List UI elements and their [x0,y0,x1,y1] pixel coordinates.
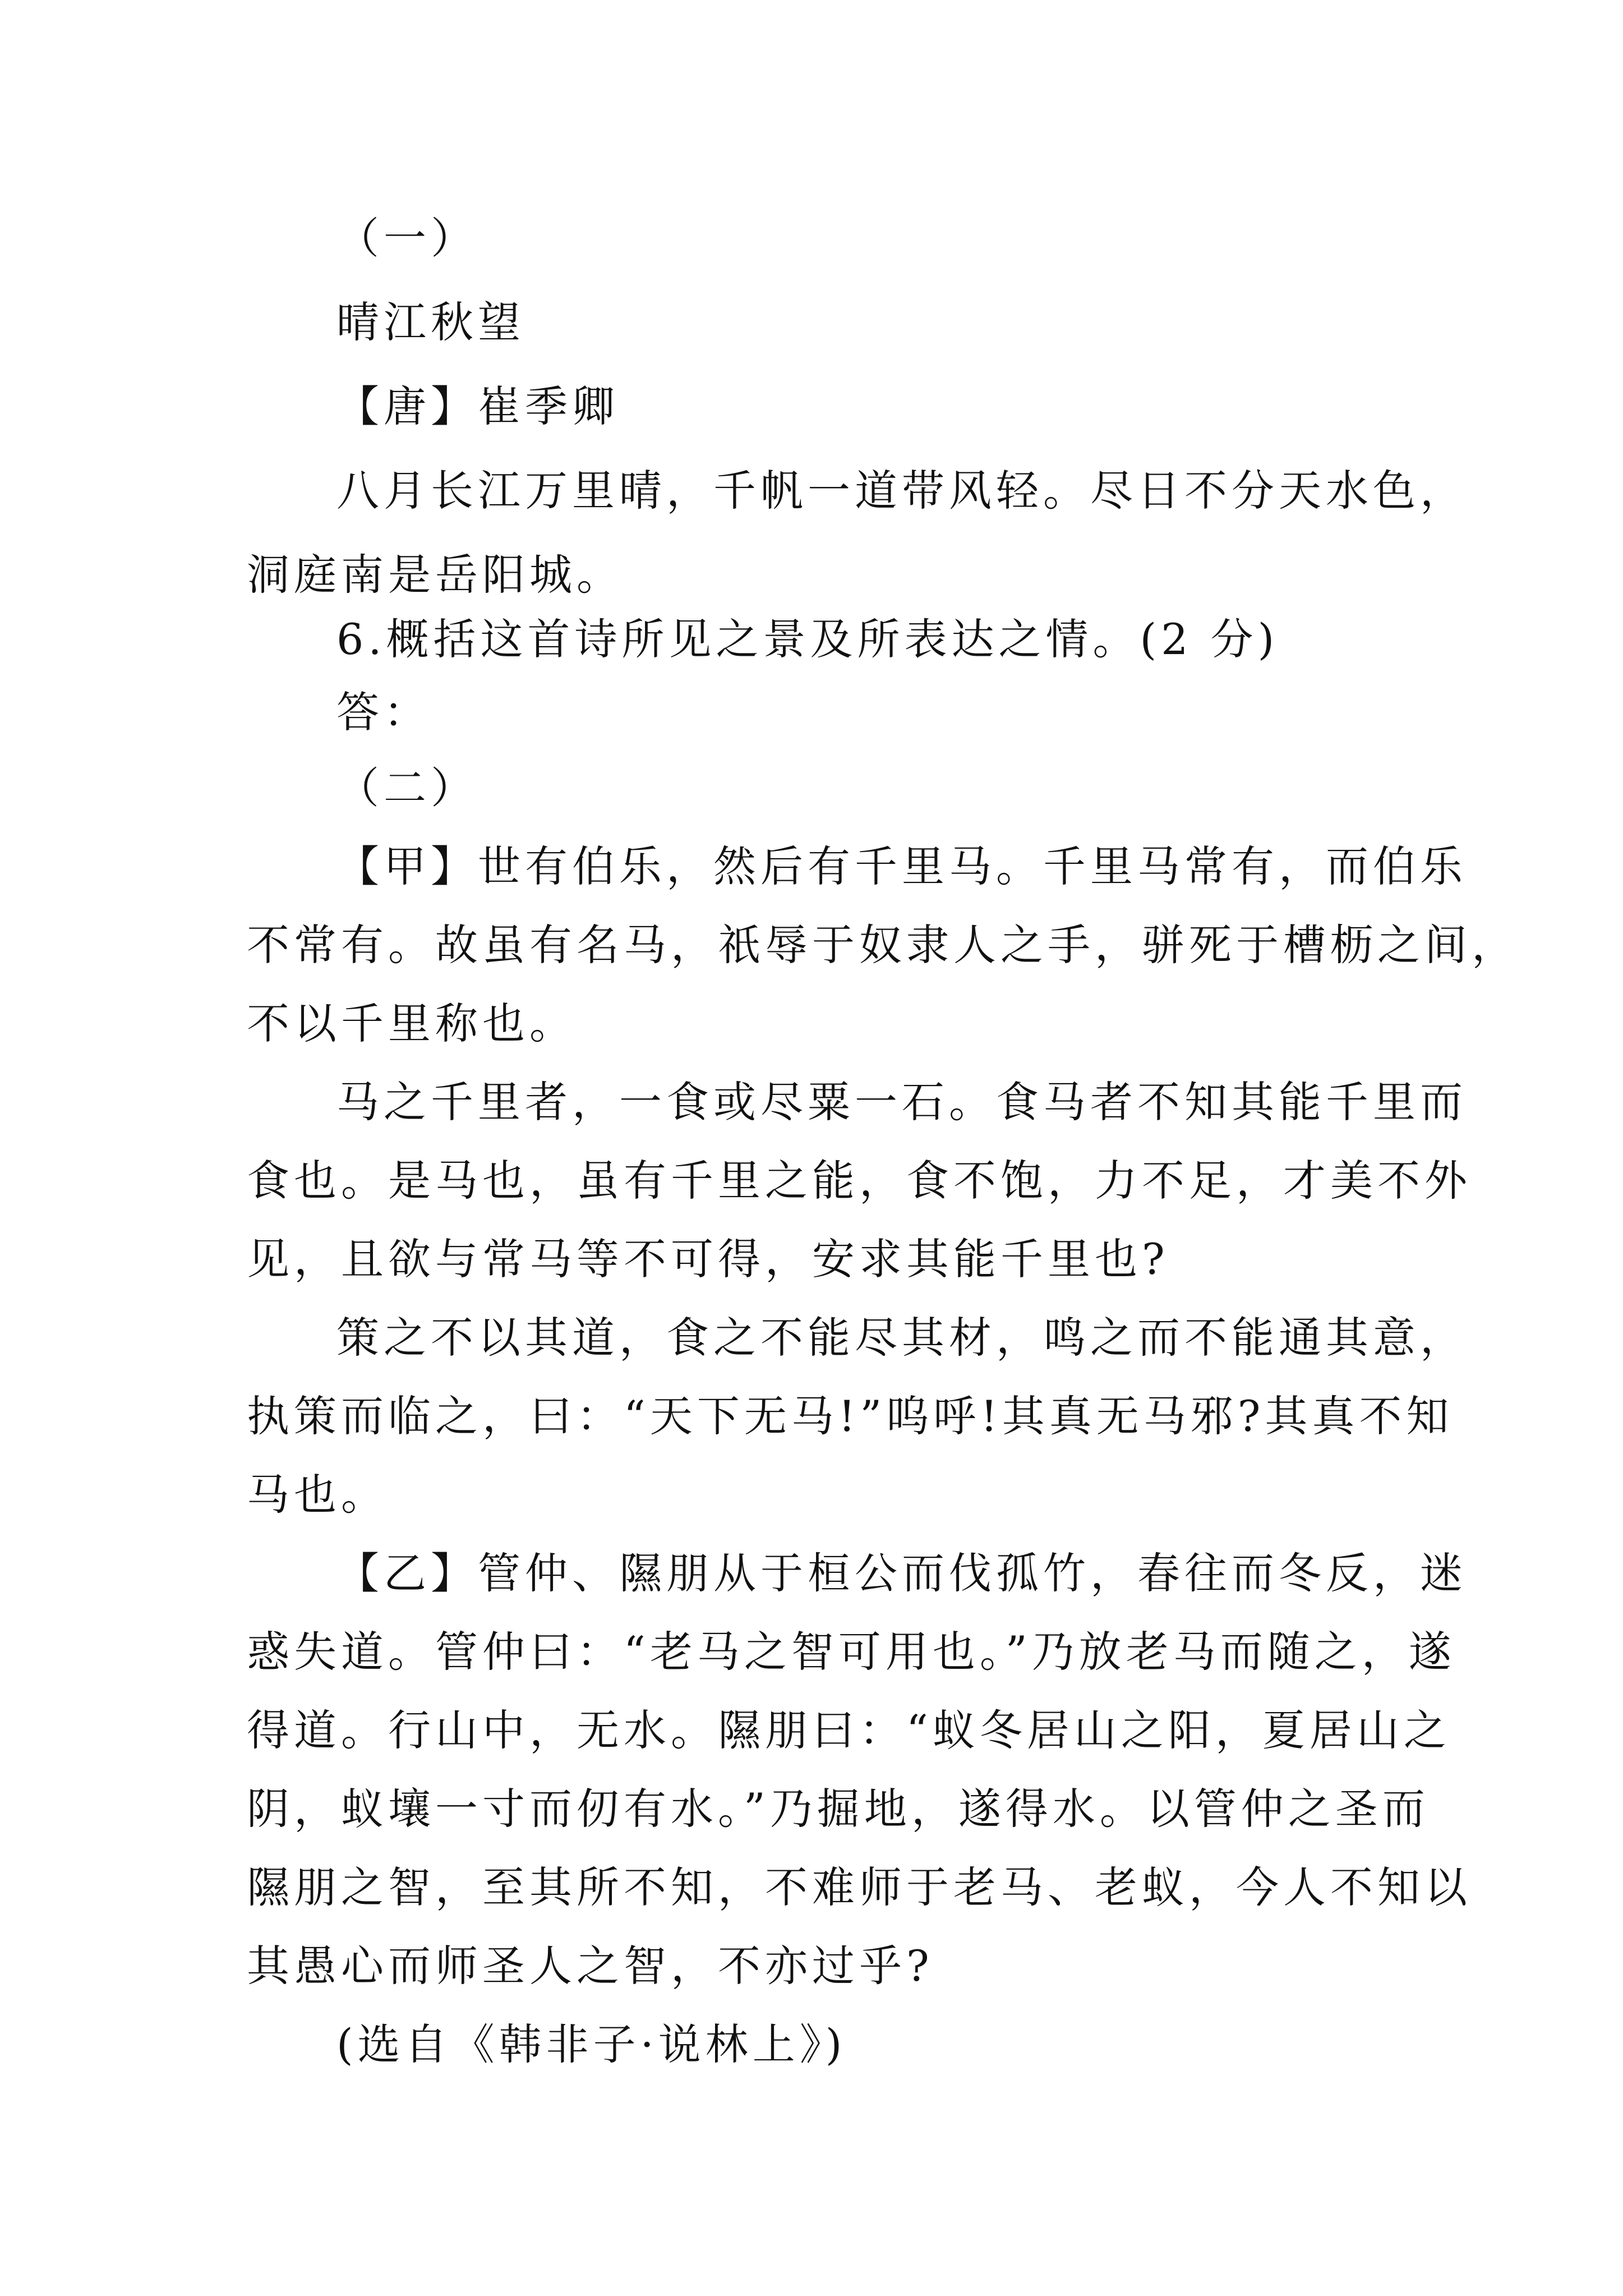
poem-line-1: 八月长江万里晴，千帆一道带风轻。尽日不分天水色， [336,466,1467,516]
jia-p1-line-3: 不以千里称也。 [247,999,577,1048]
yi-p1-line-6: 其愚心而师圣人之智，不亦过乎? [247,1941,934,1991]
question-6: 6.概括这首诗所见之景及所表达之情。(2 分) [336,614,1279,664]
jia-p2-line-3: 见，且欲与常马等不可得，安求其能千里也? [247,1234,1169,1284]
section-heading-one: （一） [336,213,478,263]
yi-p1-line-1: 【乙】管仲、隰朋从于桓公而伐孤竹，春往而冬反，迷 [336,1548,1467,1598]
section-heading-two: （二） [336,763,478,813]
answer-label: 答： [336,687,431,737]
poem-line-2: 洞庭南是岳阳城。 [247,550,624,600]
poem-author: 【唐】崔季卿 [336,381,619,431]
jia-p2-line-2: 食也。是马也，虽有千里之能，食不饱，力不足，才美不外 [247,1156,1472,1205]
yi-p1-line-3: 得道。行山中，无水。隰朋曰：“蚁冬居山之阳，夏居山之 [247,1705,1451,1755]
jia-p3-line-1: 策之不以其道，食之不能尽其材，鸣之而不能通其意， [336,1313,1467,1363]
yi-p1-line-2: 惑失道。管仲曰：“老马之智可用也。”乃放老马而随之，遂 [247,1627,1456,1677]
jia-p1-line-1: 【甲】世有伯乐，然后有千里马。千里马常有，而伯乐 [336,841,1467,891]
jia-p3-line-2: 执策而临之，曰：“天下无马!”呜呼!其真无马邪?其真不知 [247,1391,1454,1441]
yi-p1-line-5: 隰朋之智，至其所不知，不难师于老马、老蚁，今人不知以 [247,1862,1472,1912]
jia-p1-line-2: 不常有。故虽有名马，祇辱于奴隶人之手，骈死于槽枥之间， [247,920,1519,970]
yi-p1-line-4: 阴，蚁壤一寸而仞有水。”乃掘地，遂得水。以管仲之圣而 [247,1784,1430,1834]
poem-title: 晴江秋望 [336,297,525,347]
jia-p3-line-3: 马也。 [247,1470,388,1520]
jia-p2-line-1: 马之千里者，一食或尽粟一石。食马者不知其能千里而 [336,1077,1467,1127]
source-citation: (选自《韩非子·说林上》) [336,2019,847,2069]
